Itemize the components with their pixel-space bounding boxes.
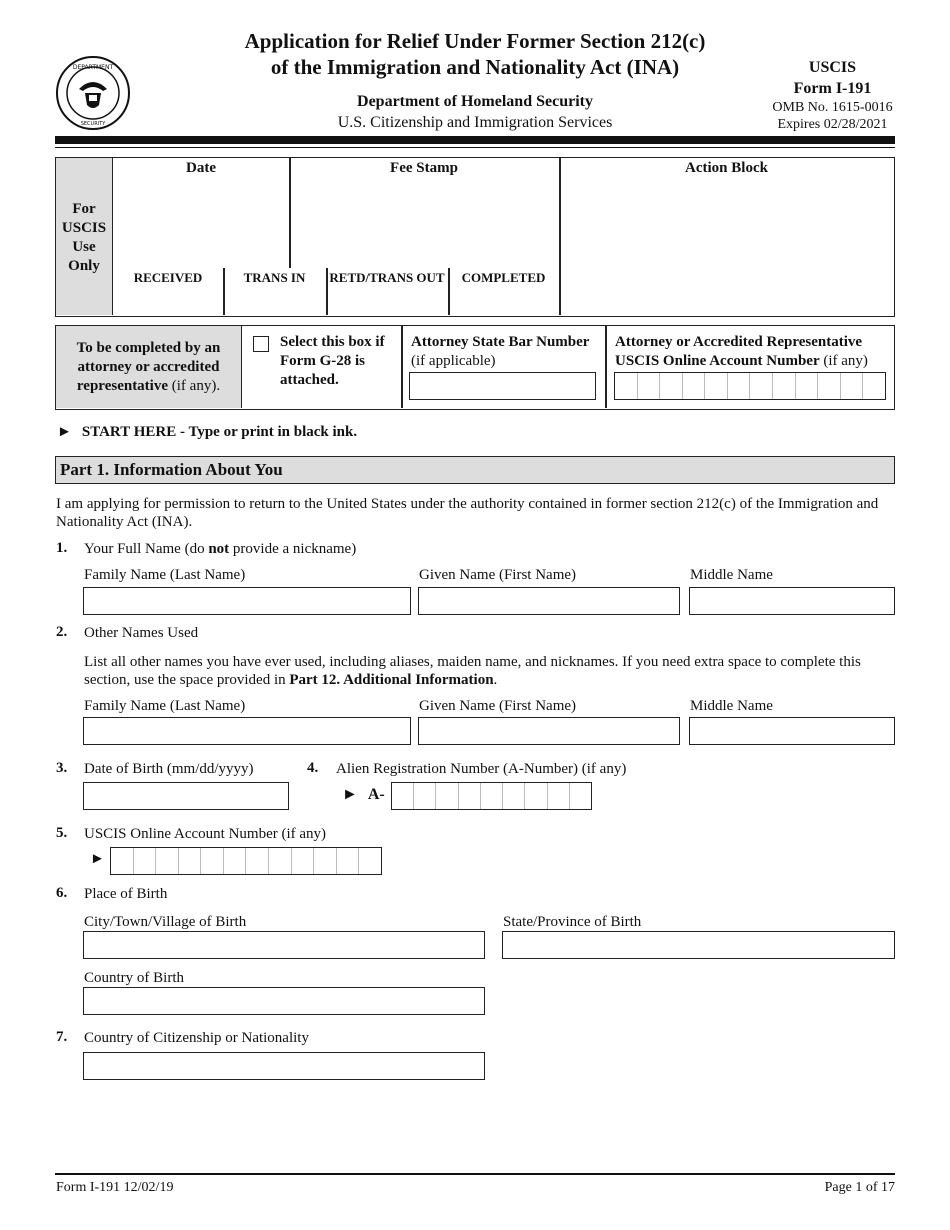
completed-label: COMPLETED xyxy=(461,270,546,285)
g28-label: Select this box if Form G-28 is attached. xyxy=(280,334,385,388)
q1-number: 1. xyxy=(56,540,68,556)
bar-number-input[interactable] xyxy=(409,372,596,400)
header-rule-thin xyxy=(55,147,895,148)
uscis-side-label: For USCIS Use Only xyxy=(56,158,113,315)
q1-middle-name-input[interactable] xyxy=(689,587,895,615)
q1-given-name-input[interactable] xyxy=(418,587,680,615)
form-number: Form I-191 xyxy=(793,80,872,97)
q2-instructions: List all other names you have ever used, including aliases, maiden name, and nicknames. If you need extra space to complete this section, use the space provided in Part 12. Additional Information. xyxy=(84,654,861,688)
bar-number-sublabel: (if applicable) xyxy=(411,353,496,369)
form-edition: Form I-191 12/02/19 xyxy=(56,1180,174,1195)
date-of-birth-input[interactable] xyxy=(83,782,289,810)
q2-family-name-label: Family Name (Last Name) xyxy=(84,698,246,714)
g28-checkbox[interactable] xyxy=(253,336,269,352)
a-number-arrow-icon: ► xyxy=(342,786,358,803)
page-number: Page 1 of 17 xyxy=(824,1180,895,1195)
action-block-label: Action Block xyxy=(685,160,768,176)
q1-family-name-input[interactable] xyxy=(83,587,411,615)
q6-label: Place of Birth xyxy=(84,886,168,902)
agency-name: U.S. Citizenship and Immigration Services xyxy=(337,114,613,131)
svg-text:SECURITY: SECURITY xyxy=(80,121,106,127)
title-line-1: Application for Relief Under Former Section 212(c) xyxy=(244,29,706,53)
q2-middle-name-input[interactable] xyxy=(689,717,895,745)
fee-stamp-label: Fee Stamp xyxy=(390,160,458,176)
q7-label: Country of Citizenship or Nationality xyxy=(84,1030,309,1046)
city-of-birth-label: City/Town/Village of Birth xyxy=(84,914,247,930)
form-agency: USCIS xyxy=(808,59,857,76)
header-rule xyxy=(55,136,895,144)
trans-in-label: TRANS IN xyxy=(243,270,306,285)
q4-number: 4. xyxy=(307,760,319,776)
expiration-date: Expires 02/28/2021 xyxy=(777,117,888,132)
account-number-label: Attorney or Accredited Representative xyxy=(615,334,863,350)
footer-rule xyxy=(55,1173,895,1175)
form-title xyxy=(160,28,790,80)
q5-number: 5. xyxy=(56,825,68,841)
q5-label: USCIS Online Account Number (if any) xyxy=(84,826,327,842)
department-name: Department of Homeland Security xyxy=(357,93,593,110)
q3-label: Date of Birth (mm/dd/yyyy) xyxy=(84,761,254,777)
title-line-2: of the Immigration and Nationality Act (INA) xyxy=(270,55,680,79)
q2-given-name-input[interactable] xyxy=(418,717,680,745)
svg-text:DEPARTMENT: DEPARTMENT xyxy=(72,64,114,71)
q1-given-name-label: Given Name (First Name) xyxy=(419,567,577,583)
q2-family-name-input[interactable] xyxy=(83,717,411,745)
part1-intro: I am applying for permission to return to the United States under the authority contained in former section 212(c) of the Immigration and Nationality Act (INA). xyxy=(56,496,879,530)
start-here: ► START HERE - Type or print in black ink. xyxy=(57,424,358,440)
country-of-birth-label: Country of Birth xyxy=(84,970,184,986)
q3-number: 3. xyxy=(56,760,68,776)
q4-label: Alien Registration Number (A-Number) (if any) xyxy=(336,761,627,777)
attorney-block: To be completed by an attorney or accredited representative (if any). Select this box if Form G-28 is attached. Attorney State Bar Number (if applicable) Attorney or Accredited Representative USCIS Online Account Number (if any) xyxy=(55,325,895,410)
uscis-use-block xyxy=(55,157,895,317)
q7-number: 7. xyxy=(56,1029,68,1045)
city-of-birth-input[interactable] xyxy=(83,931,485,959)
retd-trans-out-label: RETD/TRANS OUT xyxy=(329,270,445,285)
q2-middle-name-label: Middle Name xyxy=(690,698,773,714)
state-of-birth-input[interactable] xyxy=(502,931,895,959)
bar-number-label: Attorney State Bar Number xyxy=(411,334,590,350)
q1-middle-name-label: Middle Name xyxy=(690,567,773,583)
q1-label: Your Full Name (do not provide a nickname) xyxy=(84,541,357,557)
omb-number: OMB No. 1615-0016 xyxy=(772,100,893,115)
representative-note: To be completed by an attorney or accredited representative (if any). xyxy=(56,326,242,408)
start-arrow-icon: ► xyxy=(57,424,72,440)
country-of-birth-input[interactable] xyxy=(83,987,485,1015)
a-number-input[interactable] xyxy=(391,782,592,810)
q6-number: 6. xyxy=(56,885,68,901)
a-number-prefix: ► A- xyxy=(342,786,385,803)
part1-title: Part 1. Information About You xyxy=(60,460,283,479)
citizenship-input[interactable] xyxy=(83,1052,485,1080)
part1-header xyxy=(55,456,895,484)
q1-family-name-label: Family Name (Last Name) xyxy=(84,567,246,583)
state-of-birth-label: State/Province of Birth xyxy=(503,914,642,930)
q2-number: 2. xyxy=(56,624,68,640)
rep-account-number-input[interactable] xyxy=(614,372,886,400)
received-label: RECEIVED xyxy=(133,270,203,285)
dhs-seal xyxy=(55,55,131,131)
q5-arrow-icon: ► xyxy=(90,851,105,867)
uscis-account-number-input[interactable] xyxy=(110,847,382,875)
date-label: Date xyxy=(186,160,216,176)
q2-given-name-label: Given Name (First Name) xyxy=(419,698,577,714)
q2-label: Other Names Used xyxy=(84,625,199,641)
